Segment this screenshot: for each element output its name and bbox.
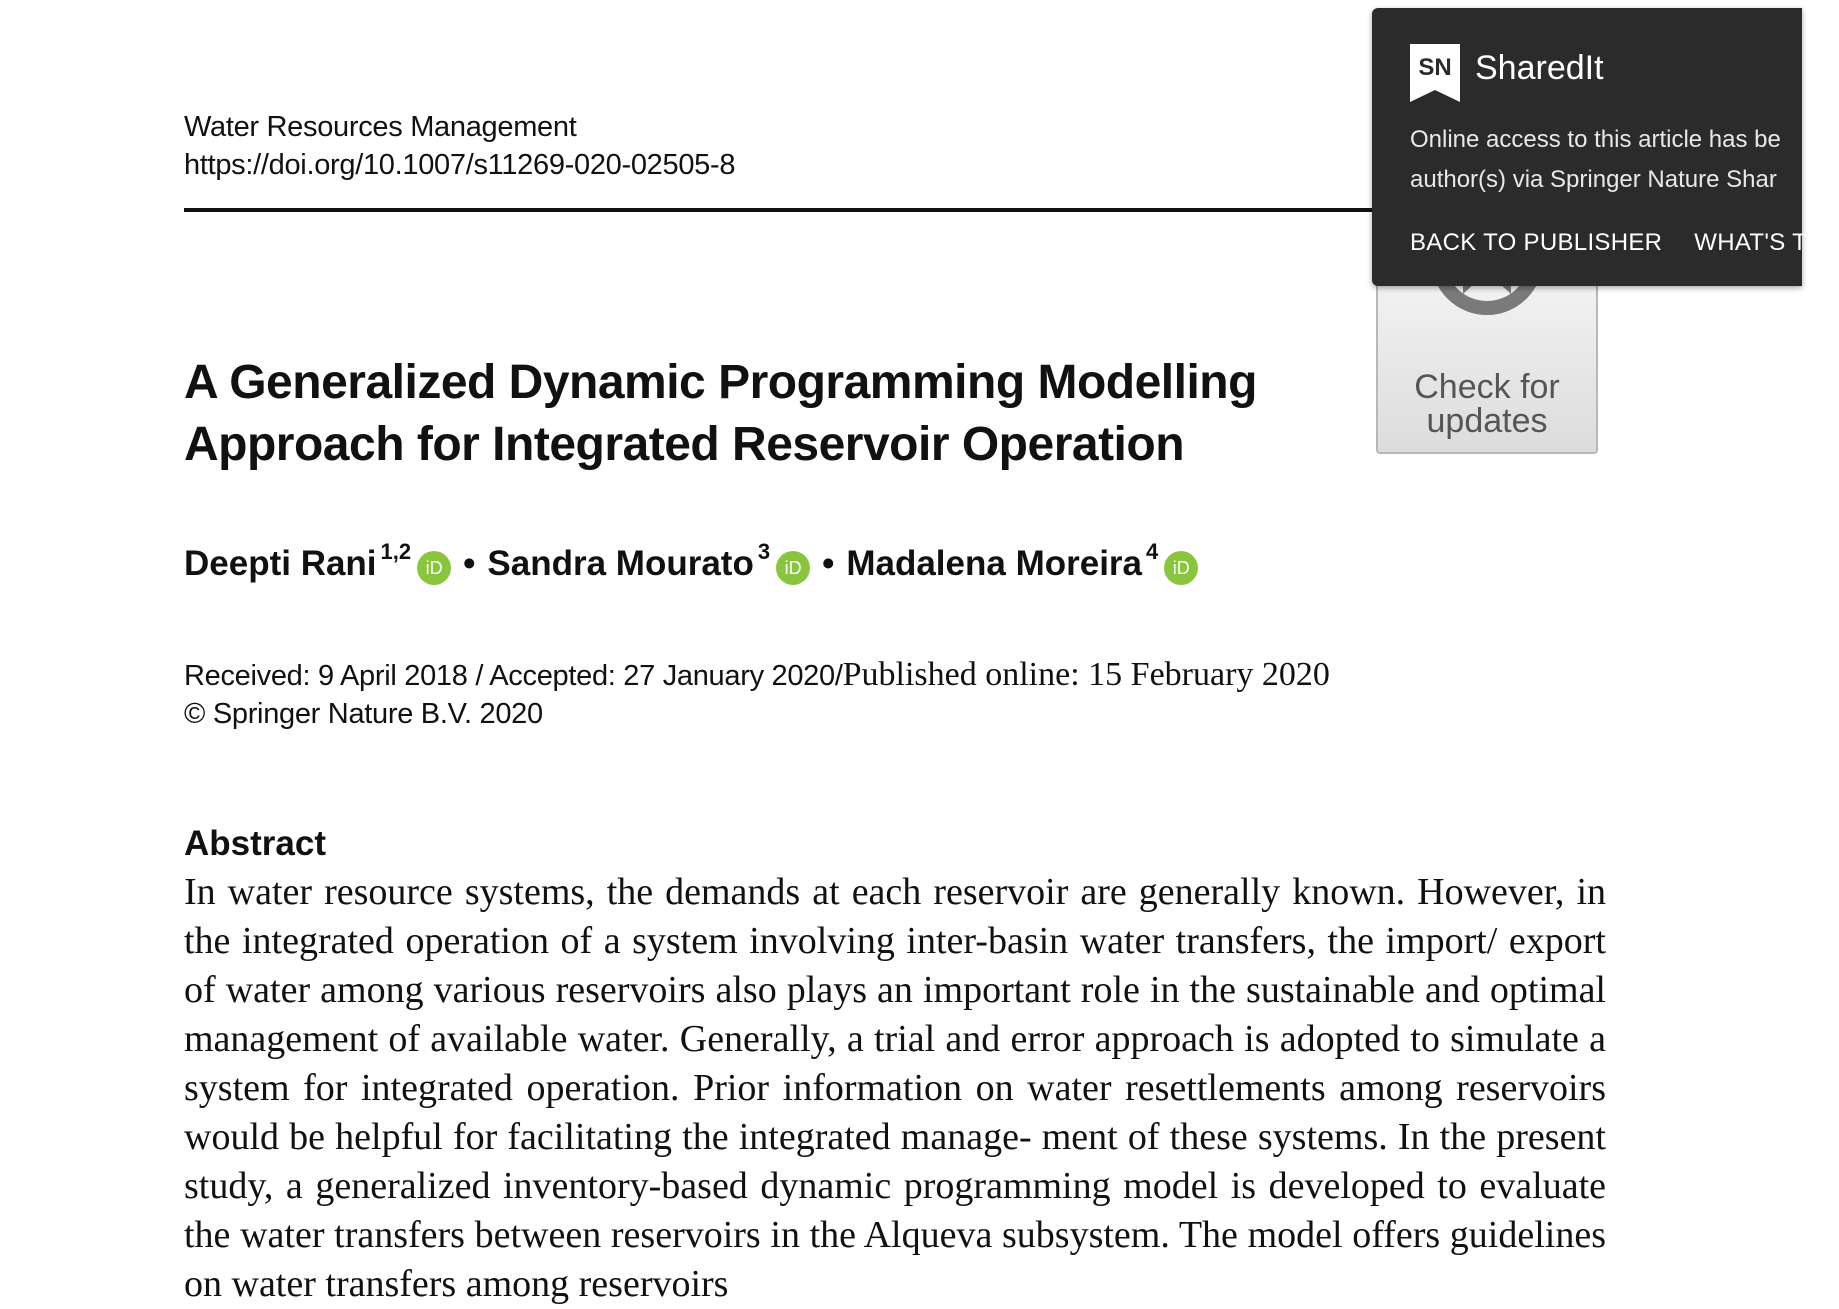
title-line-1: A Generalized Dynamic Programming Modelling	[184, 356, 1257, 409]
received-accepted-dates: Received: 9 April 2018 / Accepted: 27 January 2020/	[184, 660, 843, 692]
copyright-notice: © Springer Nature B.V. 2020	[184, 698, 543, 730]
journal-header	[184, 108, 735, 184]
orcid-icon[interactable]: iD	[776, 551, 810, 585]
abstract-heading: Abstract	[184, 824, 326, 863]
sharedit-message-line1: Online access to this article has be	[1410, 126, 1781, 153]
sharedit-banner	[1372, 8, 1808, 286]
author-name[interactable]: Sandra Mourato	[487, 544, 754, 583]
sharedit-message	[1410, 120, 1810, 200]
check-for-updates-label	[1378, 370, 1596, 438]
orcid-icon[interactable]: iD	[1164, 551, 1198, 585]
article-dates	[184, 656, 1330, 733]
journal-name: Water Resources Management	[184, 111, 577, 143]
whats-this-link[interactable]: WHAT'S T	[1694, 229, 1808, 256]
article-title	[184, 352, 1304, 476]
author-affiliation: 3	[757, 539, 771, 564]
author-affiliation: 4	[1146, 539, 1159, 564]
author-name[interactable]: Deepti Rani	[184, 544, 377, 583]
author-affiliation: 1,2	[380, 539, 412, 564]
sharedit-title: SharedIt	[1475, 49, 1604, 87]
sharedit-message-line2: author(s) via Springer Nature Shar	[1410, 166, 1777, 193]
sharedit-links	[1410, 228, 1839, 258]
author-list	[184, 540, 1198, 588]
published-date: Published online: 15 February 2020	[842, 656, 1330, 693]
abstract-text: In water resource systems, the demands at each reservoir are generally known. However, in the integrated operation of a system involving inter-basin water transfers, the import/ export of water among various reservoirs also plays an important role in the sustainable and optimal management of available water. Generally, a trial and error approach is adopted to simulate a system for integrated operation. Prior information on water resettlements among reservoirs would be helpful for facilitating the integrated manage- ment of these systems. In the present study, a generalized inventory-based dynamic programming model is developed to evaluate the water transfers between reservoirs in the Alqueva subsystem. The model offers guidelines on water transfers among reservoirs	[184, 871, 1606, 1305]
back-to-publisher-link[interactable]: BACK TO PUBLISHER	[1410, 229, 1663, 256]
svg-text:SN: SN	[1418, 54, 1452, 81]
author-separator: •	[822, 544, 835, 583]
title-line-2: Approach for Integrated Reservoir Operation	[184, 418, 1185, 471]
springer-nature-logo-icon	[1410, 44, 1460, 102]
doi-link[interactable]: https://doi.org/10.1007/s11269-020-02505-8	[184, 149, 736, 181]
check-for-updates-line1: Check for	[1414, 368, 1560, 406]
orcid-icon[interactable]: iD	[417, 551, 451, 585]
author-name[interactable]: Madalena Moreira	[846, 544, 1142, 583]
check-for-updates-line2: updates	[1426, 402, 1548, 440]
author-separator: •	[463, 544, 476, 583]
